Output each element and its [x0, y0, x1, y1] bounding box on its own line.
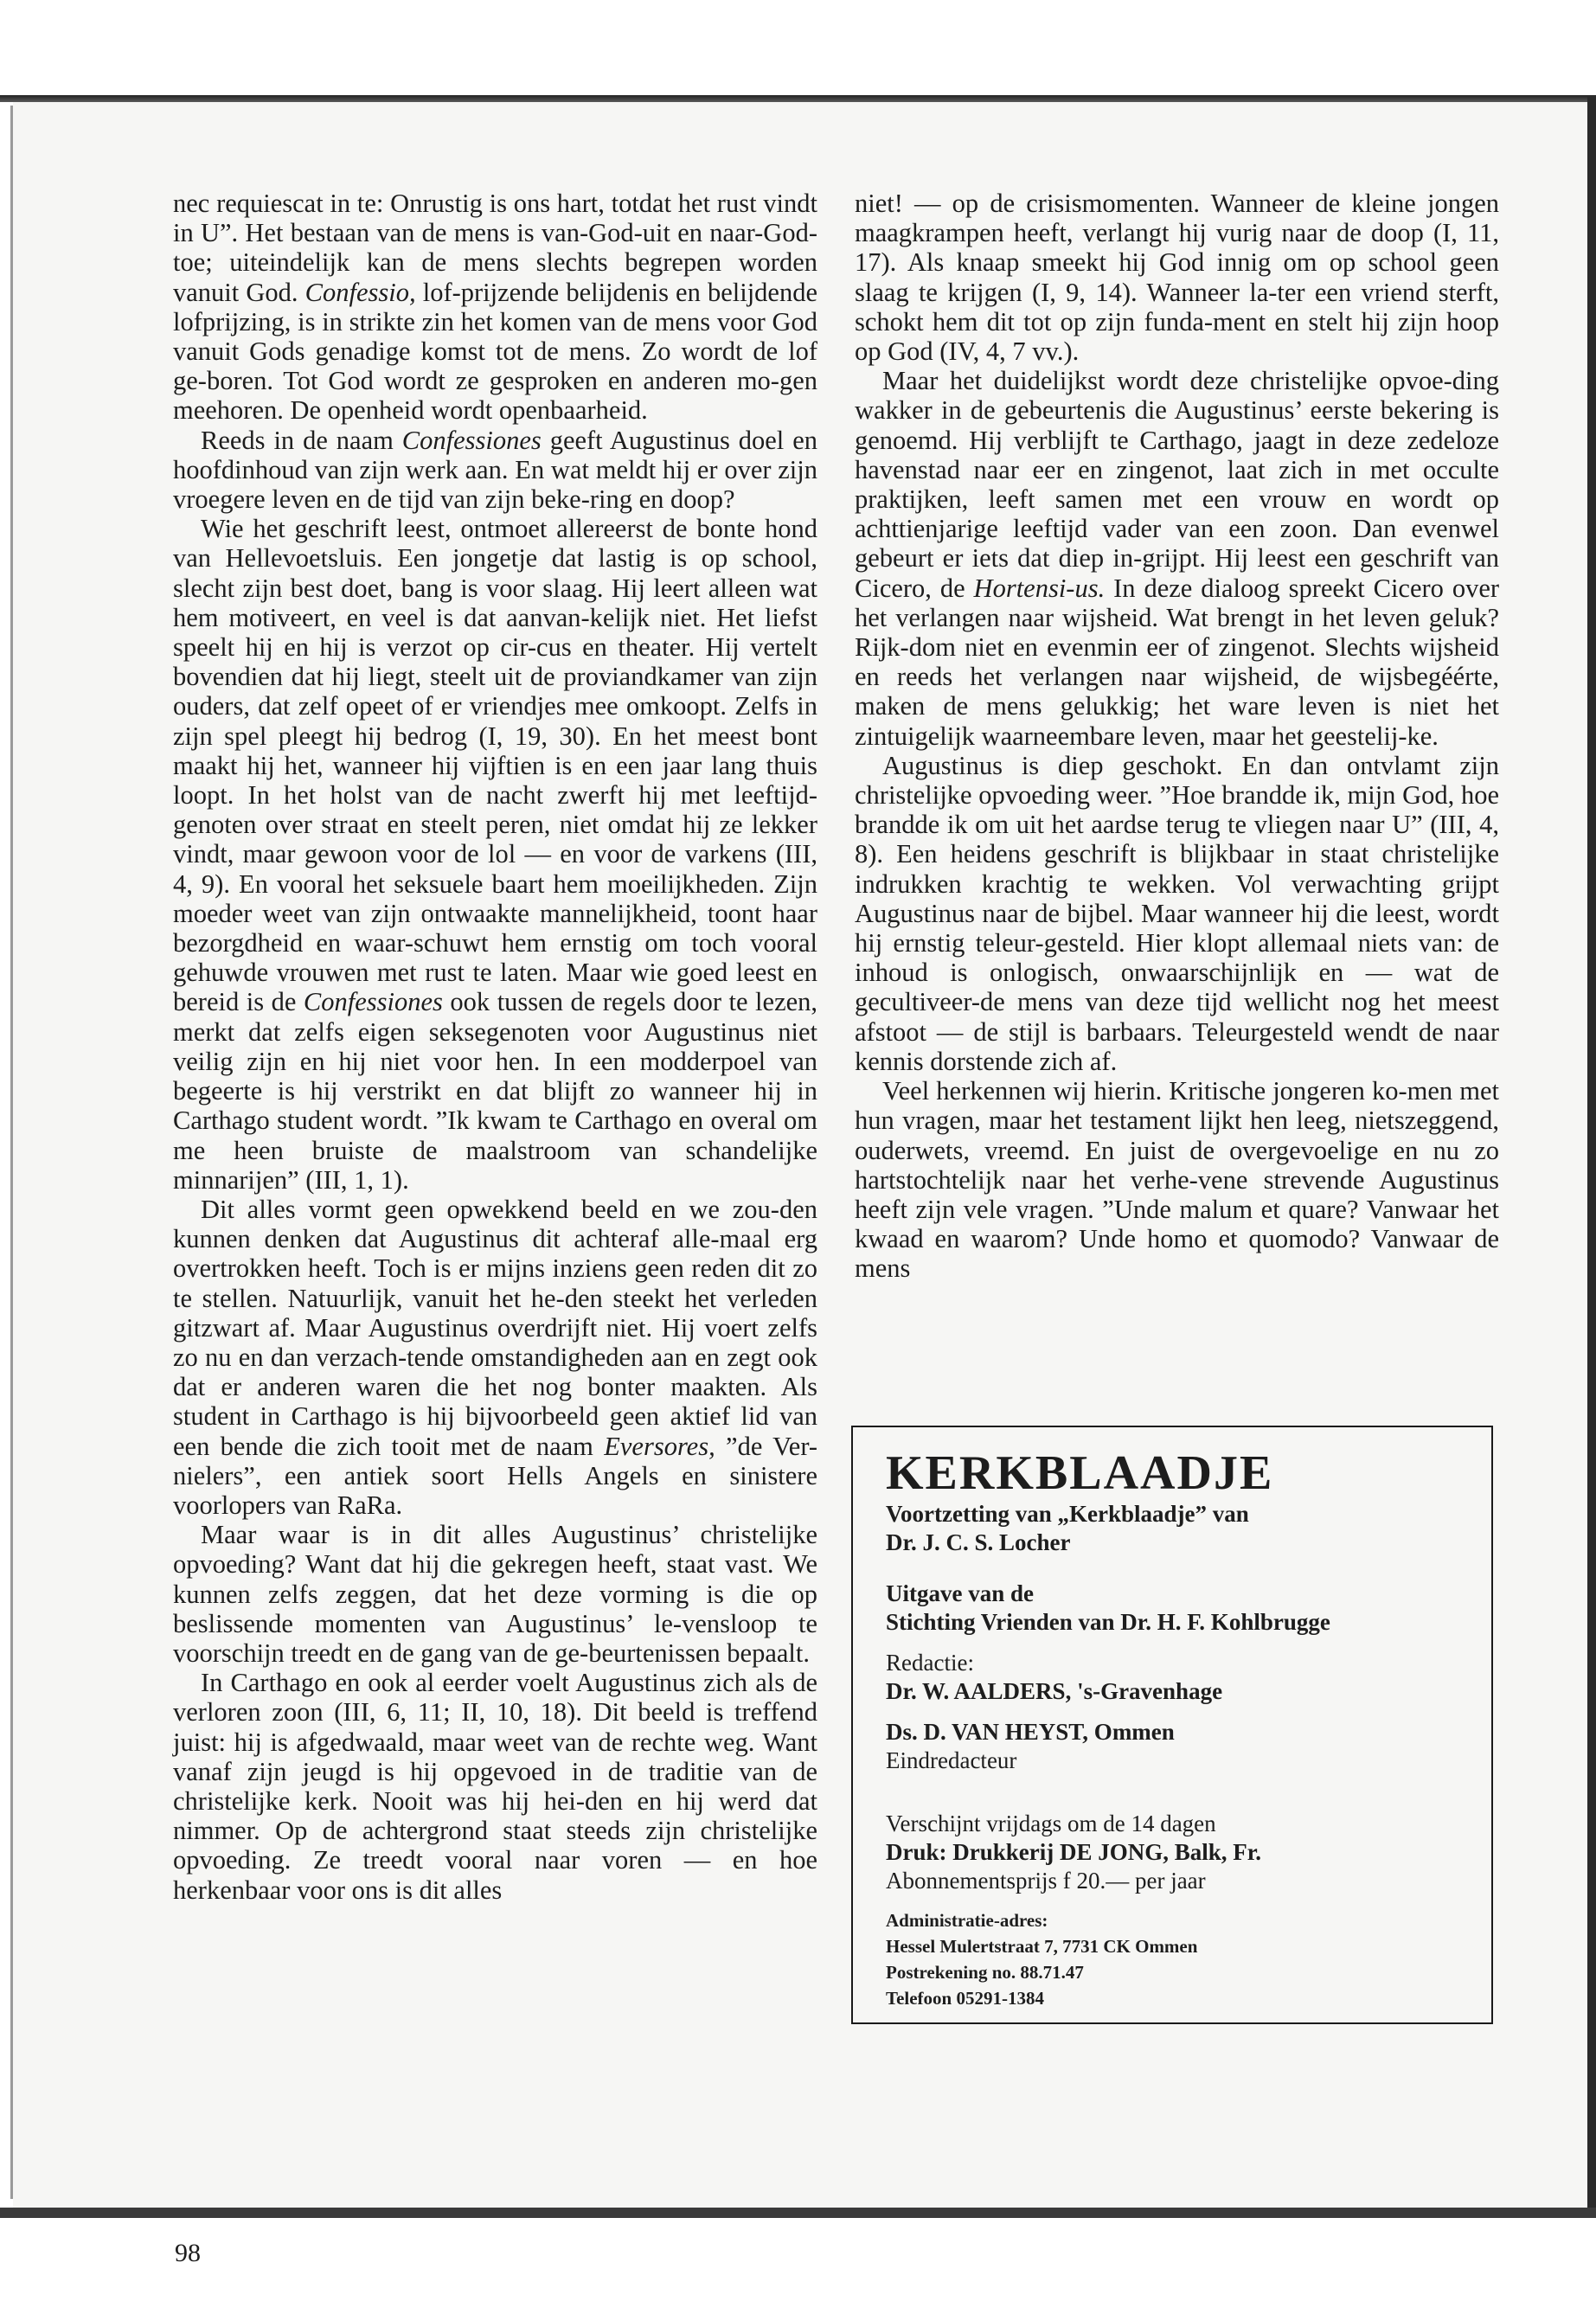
colophon-admin-account: Postrekening no. 88.71.47 [886, 1962, 1084, 1983]
colophon-editor-1: Dr. W. AALDERS, 's-Gravenhage [886, 1678, 1223, 1704]
colophon-admin-phone: Telefoon 05291-1384 [886, 1988, 1044, 2009]
paragraph-8: Maar het duidelijkst wordt deze christelijke opvoe-ding wakker in de gebeurtenis die Augustinus’ eerste bekering is genoemd. Hij verblijft te Carthago, jaagt in deze zedeloze havenstad naar eer en zingenot, laat zich in met occulte praktijken, leeft samen met een vrouw en wordt op achttienjarige leeftijd vader van een zoon. Dan evenwel gebeurt er iets dat diep in-grijpt. Hij leest een geschrift van Cicero, de Hortensi-us. In deze dialoog spreekt Cicero over het verlangen naar wijsheid. Wat brengt in het leven geluk? Rijk-dom niet en evenmin eer of zingenot. Slechts wijsheid en reeds het verlangen naar wijsheid, de wijsbegéérte, maken de mens gelukkig; het ware leven is niet het zintuigelijk waarneembare leven, maar het geestelij-ke. [855, 366, 1500, 751]
paragraph-3: Wie het geschrift leest, ontmoet allereerst de bonte hond van Hellevoetsluis. Een jongetje dat lastig is op school, slecht zijn best doet, bang is voor slaag. Hij leert alleen wat hem motiveert, en veel is dat aanvan-kelijk niet. Het liefst speelt hij en hij is verzot op cir-cus en theater. Hij vertelt bovendien dat hij liegt, steelt uit de proviandkamer van zijn ouders, dat zelf opeet of er vriendjes mee omkoopt. Zelfs in zijn spel pleegt hij bedrog (I, 19, 30). En het meest bont maakt hij het, wanneer hij vijftien is en een jaar lang thuis loopt. In het holst van de nacht zwerft hij met leeftijd-genoten over straat en steelt peren, niet omdat hij ze lekker vindt, maar gewoon voor de lol — en voor de varkens (III, 4, 9). En vooral het seksuele baart hem moeilijkheden. Zijn moeder weet van zijn ontwaakte mannelijkheid, toont haar bezorgdheid en waar-schuwt hem ernstig om toch vooral gehuwde vrouwen met rust te laten. Maar wie goed leest en bereid is de Confessiones ook tussen de regels door te lezen, merkt dat zelfs eigen seksegenoten voor Augustinus niet veilig zijn en hij niet voor hen. In een modderpoel van begeerte is hij verstrikt en dat blijft zo wanneer hij in Carthago student wordt. ”Ik kwam te Carthago en overal om me heen bruiste de maalstroom van schandelijke minnarijen” (III, 1, 1). [173, 514, 818, 1195]
right-column [855, 189, 1499, 1284]
colophon-editorial-label: Redactie: [886, 1650, 974, 1676]
page-number: 98 [175, 2239, 201, 2267]
scan-bottom-border [0, 2208, 1596, 2218]
colophon-subscription: Abonnementsprijs f 20.— per jaar [886, 1868, 1206, 1894]
paragraph-6: In Carthago en ook al eerder voelt Augustinus zich als de verloren zoon (III, 6, 11; II, 10, 18). Dit beeld is treffend juist: hij is afgedwaald, maar weet van de rechte weg. Want vanaf zijn jeugd is hij opgevoed in de traditie van de christelijke kerk. Nooit was hij hei-den en hij werd dat nimmer. Op de achtergrond staat steeds zijn christelijke opvoeding. Ze treedt vooral naar voren — en hoe herkenbaar voor ons is dit alles [173, 1668, 817, 1905]
paragraph-2: Reeds in de naam Confessiones geeft Augustinus doel en hoofdinhoud van zijn werk aan. En wat meldt hij er over zijn vroegere leven en de tijd van zijn beke-ring en doop? [173, 425, 817, 515]
colophon-subtitle-1: Voortzetting van „Kerkblaadje” van [886, 1501, 1249, 1527]
paragraph-9: Augustinus is diep geschokt. En dan ontvlamt zijn christelijke opvoeding weer. ”Hoe brandde ik, mijn God, hoe brandde ik om uit het aardse terug te vliegen naar U” (III, 4, 8). Een heidens geschrift is blijkbaar in staat christelijke indrukken krachtig te wekken. Vol verwachting grijpt Augustinus naar de bijbel. Maar wanneer hij die leest, wordt hij ernstig teleur-gesteld. Hier klopt allemaal niets van: de inhoud is onlogisch, onwaarschijnlijk en — wat de gecultiveer-de mens van deze tijd wellicht nog het meest afstoot — de stijl is barbaars. Teleurgesteld wendt de naar kennis dorstende zich af. [855, 750, 1499, 1076]
paragraph-5: Maar waar is in dit alles Augustinus’ christelijke opvoeding? Want dat hij die gekregen heeft, staat vast. We kunnen zelfs zeggen, dat het deze vorming is die op beslissende momenten van Augustinus’ le-vensloop te voorschijn treedt en de gang van de ge-beurtenissen bepaalt. [173, 1520, 817, 1668]
scan-top-border [0, 0, 1596, 97]
paragraph-10: Veel herkennen wij hierin. Kritische jongeren ko-men met hun vragen, maar het testament lijkt hen leeg, nietszeggend, ouderwets, vreemd. En juist de overgevoelige en nu zo hartstochtelijk naar het verhe-vene strevende Augustinus heeft zijn vele vragen. ”Unde malum et quare? Vanwaar het kwaad en waarom? Unde homo et quomodo? Vanwaar de mens [855, 1076, 1499, 1284]
scan-left-edge [10, 106, 13, 2199]
paragraph-7: niet! — op de crisismomenten. Wanneer de kleine jongen maagkrampen heeft, verlangt hij vurig naar de doop (I, 11, 17). Als knaap smeekt hij God innig om op school geen slaag te krijgen (I, 9, 14). Wanneer la-ter een vriend sterft, schokt hem dit tot op zijn funda-ment en stelt hij zijn hoop op God (IV, 4, 7 vv.). [855, 189, 1499, 367]
colophon-title: KERKBLAADJE [886, 1446, 1274, 1500]
colophon-box [851, 1426, 1493, 2024]
colophon-admin-label: Administratie-adres: [886, 1910, 1048, 1931]
paragraph-4: Dit alles vormt geen opwekkend beeld en we zou-den kunnen denken dat Augustinus dit achteraf alle-maal erg overtrokken heeft. Toch is er mijns inziens geen reden dit zo te stellen. Natuurlijk, vanuit het he-den steekt het verleden gitzwart af. Maar Augustinus overdrijft niet. Hij voert zelfs zo nu en dan verzach-tende omstandigheden aan en zegt ook dat er anderen waren die het nog bonter maakten. Als student in Carthago is hij bijvoorbeeld geen aktief lid van een bende die zich tooit met de naam Eversores, ”de Ver-nielers”, een antiek soort Hells Angels en sinistere voorlopers van RaRa. [173, 1194, 818, 1520]
scan-right-edge [1587, 97, 1596, 2208]
colophon-subtitle-2: Dr. J. C. S. Locher [886, 1529, 1071, 1555]
colophon-publisher-2: Stichting Vrienden van Dr. H. F. Kohlbrugge [886, 1609, 1330, 1635]
colophon-printer: Druk: Drukkerij DE JONG, Balk, Fr. [886, 1839, 1262, 1865]
colophon-publisher-1: Uitgave van de [886, 1580, 1034, 1606]
scan-bottom-margin [0, 2218, 1596, 2301]
colophon-editor-role: Eindredacteur [886, 1747, 1017, 1773]
colophon-editor-2: Ds. D. VAN HEYST, Ommen [886, 1719, 1175, 1745]
colophon-schedule: Verschijnt vrijdags om de 14 dagen [886, 1811, 1216, 1836]
paragraph-1: nec requiescat in te: Onrustig is ons hart, totdat het rust vindt in U”. Het bestaan van de mens is van-God-uit en naar-God-toe; uiteindelijk kan de mens slechts begrepen worden vanuit God. Confessio, lof-prijzende belijdenis en belijdende lofprijzing, is in strikte zin het komen van de mens voor God vanuit Gods genadige komst tot de mens. Zo wordt de lof ge-boren. Tot God wordt ze gesproken en anderen mo-gen meehoren. De openheid wordt openbaarheid. [173, 189, 818, 426]
left-column [173, 189, 817, 1905]
colophon-admin-address: Hessel Mulertstraat 7, 7731 CK Ommen [886, 1936, 1198, 1957]
